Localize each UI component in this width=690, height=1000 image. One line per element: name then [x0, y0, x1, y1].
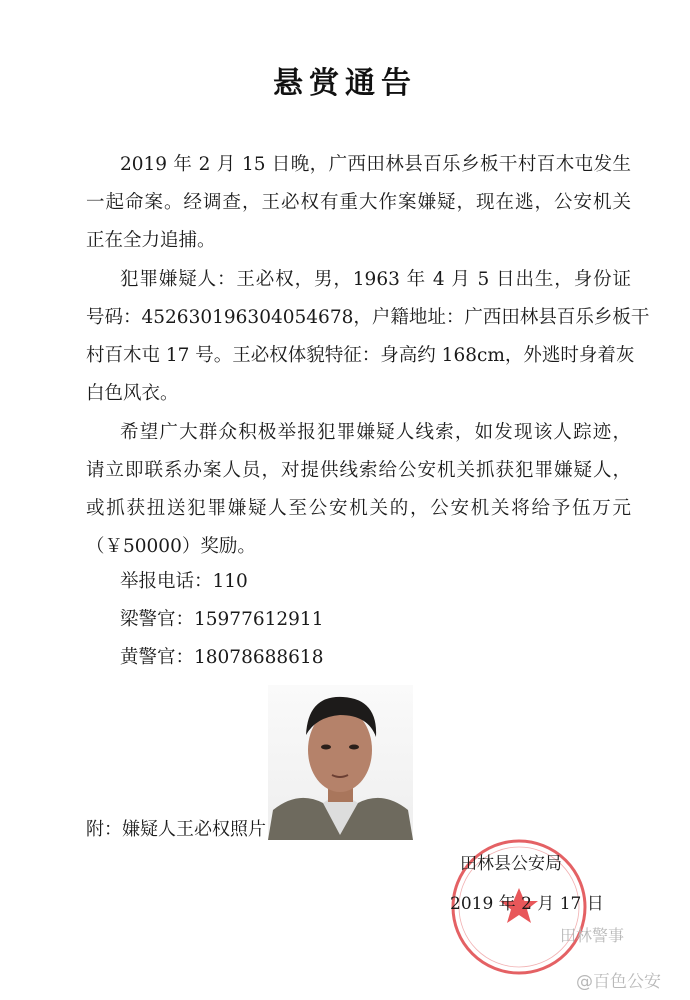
body-line: 一起命案。经调查，王必权有重大作案嫌疑，现在逃，公安机关 [86, 192, 631, 213]
body-line: 请立即联系办案人员，对提供线索给公安机关抓获犯罪嫌疑人， [86, 460, 631, 481]
body-line: 正在全力追捕。 [86, 230, 216, 251]
notice-title: 悬赏通告 [273, 66, 417, 101]
issue-date: 2019 年 2 月 17 日 [450, 894, 604, 914]
body-line: （￥50000）奖励。 [86, 536, 256, 557]
watermark-baise: @百色公安 [576, 972, 661, 992]
watermark-tianlin: 田林警事 [560, 926, 625, 945]
hotline: 举报电话：110 [120, 571, 248, 592]
body-line: 号码：452630196304054678，户籍地址：广西田林县百乐乡板干 [86, 307, 650, 328]
suspect-photo [268, 685, 413, 840]
body-line: 或抓获扭送犯罪嫌疑人至公安机关的，公安机关将给予伍万元 [86, 498, 631, 519]
photo-caption: 附：嫌疑人王必权照片 [86, 819, 266, 840]
body-line: 希望广大群众积极举报犯罪嫌疑人线索，如发现该人踪迹， [120, 422, 631, 443]
officer-liang-phone: 梁警官：15977612911 [120, 609, 324, 630]
body-line: 白色风衣。 [86, 383, 179, 404]
body-line: 2019 年 2 月 15 日晚，广西田林县百乐乡板干村百木屯发生 [120, 154, 631, 175]
officer-huang-phone: 黄警官：18078688618 [120, 647, 324, 668]
body-line: 村百木屯 17 号。王必权体貌特征：身高约 168cm，外逃时身着灰 [86, 345, 635, 366]
body-line: 犯罪嫌疑人：王必权，男，1963 年 4 月 5 日出生，身份证 [120, 269, 631, 290]
issuer: 田林县公安局 [460, 854, 562, 874]
